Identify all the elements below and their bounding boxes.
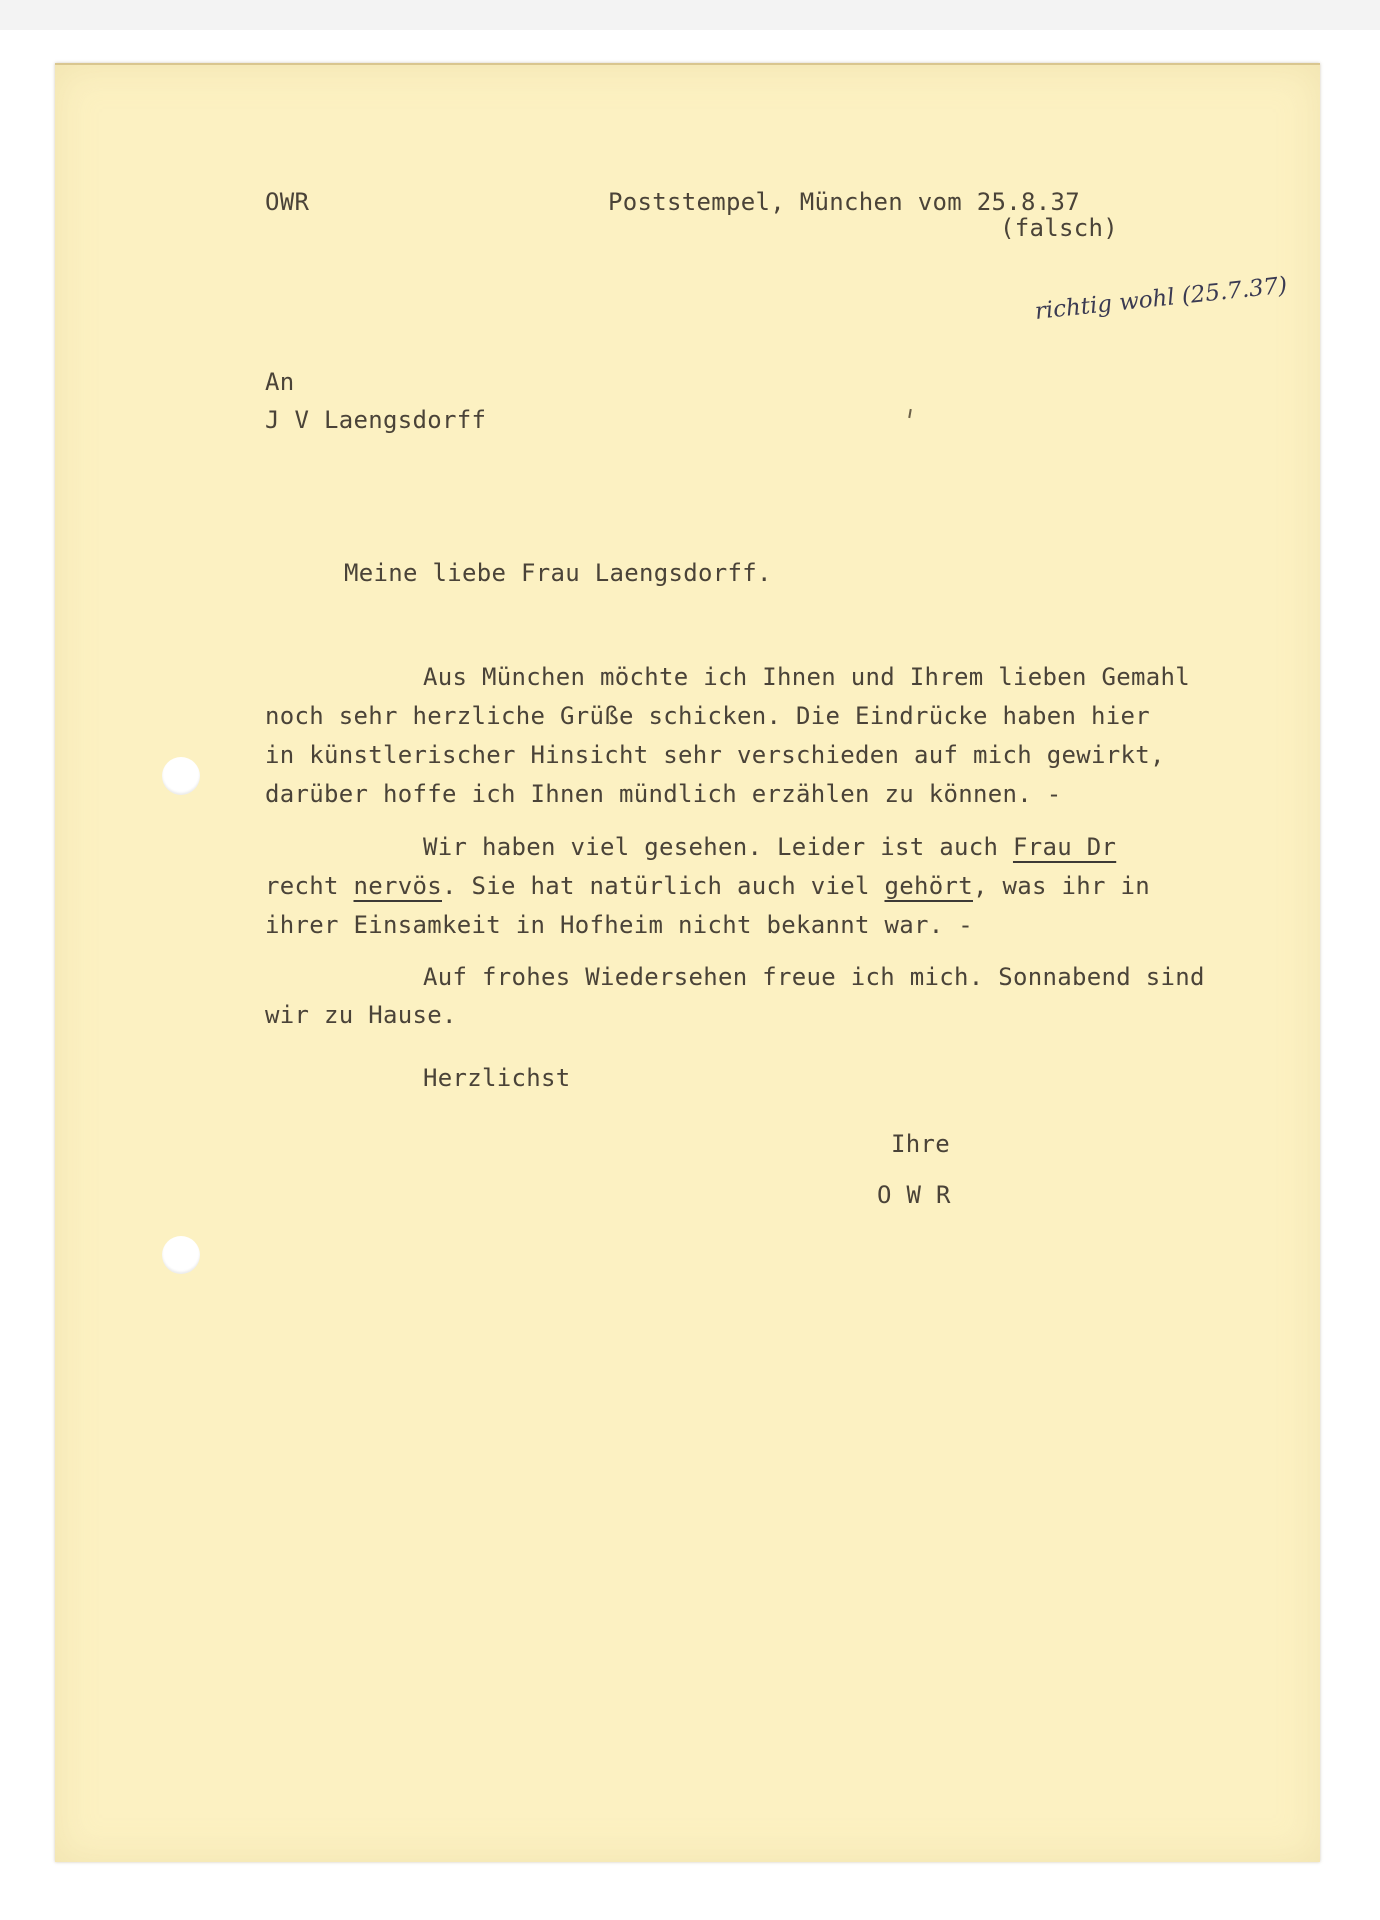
recipient-to: An xyxy=(265,368,295,396)
paragraph1-line4: darüber hoffe ich Ihnen mündlich erzählen zu können. - xyxy=(265,780,1062,808)
paragraph1-line3: in künstlerischer Hinsicht sehr verschieden auf mich gewirkt, xyxy=(265,741,1165,769)
closing: Herzlichst xyxy=(423,1064,571,1092)
paragraph2-line2 xyxy=(265,871,1150,901)
paragraph3-line1: Auf frohes Wiedersehen freue ich mich. Sonnabend sind xyxy=(423,963,1205,991)
paragraph2-line3: ihrer Einsamkeit in Hofheim nicht bekannt war. - xyxy=(265,911,973,939)
postmark-note: (falsch) xyxy=(1000,214,1118,242)
signature-initials: O W R xyxy=(877,1181,951,1209)
paragraph2-line2-start: recht xyxy=(265,872,354,900)
letter-sheet xyxy=(55,63,1320,1862)
paragraph2-line1 xyxy=(423,832,1116,862)
paragraph3-line2: wir zu Hause. xyxy=(265,1001,457,1029)
punch-hole-upper xyxy=(162,757,200,795)
punch-hole-lower xyxy=(162,1236,200,1274)
underlined-frau-dr: Frau Dr xyxy=(1012,833,1117,861)
handwritten-correction: richtig wohl (25.7.37) xyxy=(1033,272,1289,325)
paragraph2-line2-end: , was ihr in xyxy=(972,872,1150,900)
paragraph2-line1-text: Wir haben viel gesehen. Leider ist auch xyxy=(423,833,1013,861)
sender-initials: OWR xyxy=(265,188,310,216)
recipient-name: J V Laengsdorff xyxy=(265,406,487,434)
paragraph1-line2: noch sehr herzliche Grüße schicken. Die Eindrücke haben hier xyxy=(265,702,1150,730)
underlined-nervoes: nervös xyxy=(353,872,442,900)
paragraph1-line1: Aus München möchte ich Ihnen und Ihrem lieben Gemahl xyxy=(423,663,1190,691)
salutation: Meine liebe Frau Laengsdorff. xyxy=(344,559,772,587)
postmark-line: Poststempel, München vom 25.8.37 xyxy=(608,188,1080,216)
paragraph2-line2-middle: . Sie hat natürlich auch viel xyxy=(442,872,885,900)
ink-mark xyxy=(908,409,912,418)
signature-word: Ihre xyxy=(891,1130,950,1158)
underlined-gehoert: gehört xyxy=(884,872,973,900)
